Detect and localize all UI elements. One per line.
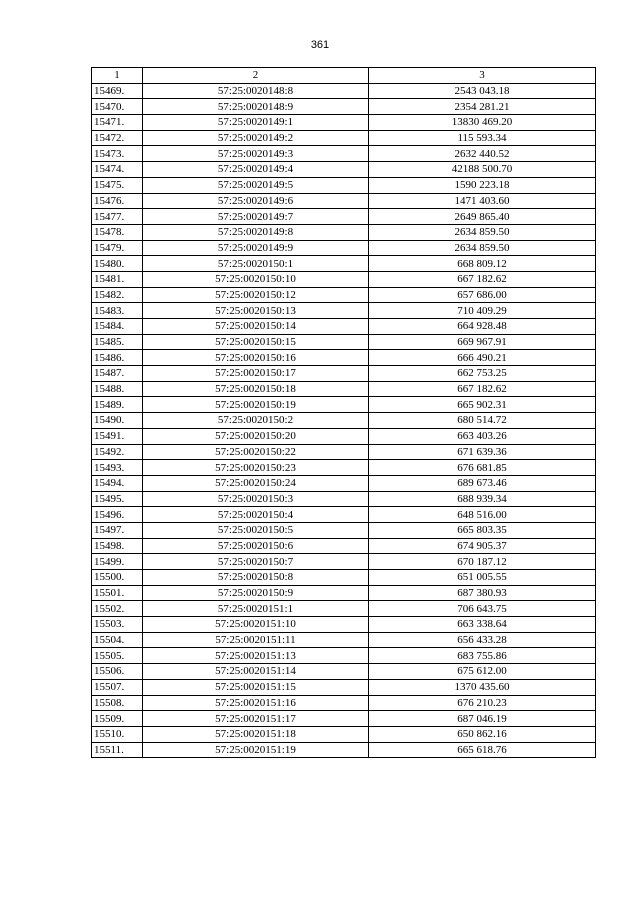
table-row (92, 664, 596, 680)
cadastral-number-cell: 57:25:0020151:16 (143, 695, 369, 711)
cadastral-number-cell: 57:25:0020149:2 (143, 130, 369, 146)
row-number-cell: 15476. (92, 193, 143, 209)
cadastral-number-cell: 57:25:0020150:22 (143, 444, 369, 460)
table-row (92, 303, 596, 319)
row-number-cell: 15507. (92, 679, 143, 695)
table-row (92, 130, 596, 146)
value-cell: 706 643.75 (369, 601, 596, 617)
table-row (92, 491, 596, 507)
table-row (92, 742, 596, 758)
header-cell-1: 1 (92, 68, 143, 84)
table-row (92, 585, 596, 601)
row-number-cell: 15479. (92, 240, 143, 256)
cadastral-number-cell: 57:25:0020150:19 (143, 397, 369, 413)
row-number-cell: 15495. (92, 491, 143, 507)
table-row (92, 460, 596, 476)
value-cell: 13830 469.20 (369, 115, 596, 131)
row-number-cell: 15491. (92, 428, 143, 444)
table-row (92, 193, 596, 209)
row-number-cell: 15486. (92, 350, 143, 366)
row-number-cell: 15471. (92, 115, 143, 131)
row-number-cell: 15503. (92, 617, 143, 633)
table-row (92, 428, 596, 444)
cadastral-number-cell: 57:25:0020150:23 (143, 460, 369, 476)
row-number-cell: 15494. (92, 475, 143, 491)
value-cell: 666 490.21 (369, 350, 596, 366)
cadastral-number-cell: 57:25:0020151:11 (143, 632, 369, 648)
table-row (92, 648, 596, 664)
page-number: 361 (310, 39, 330, 51)
row-number-cell: 15485. (92, 334, 143, 350)
table-row (92, 726, 596, 742)
cadastral-number-cell: 57:25:0020150:1 (143, 256, 369, 272)
value-cell: 662 753.25 (369, 366, 596, 382)
table-header-row (92, 68, 596, 84)
table-row (92, 475, 596, 491)
table-row (92, 632, 596, 648)
cadastral-number-cell: 57:25:0020150:2 (143, 413, 369, 429)
row-number-cell: 15504. (92, 632, 143, 648)
row-number-cell: 15505. (92, 648, 143, 664)
cadastral-number-cell: 57:25:0020149:9 (143, 240, 369, 256)
table-row (92, 350, 596, 366)
cadastral-number-cell: 57:25:0020150:3 (143, 491, 369, 507)
row-number-cell: 15500. (92, 570, 143, 586)
table-row (92, 99, 596, 115)
value-cell: 1590 223.18 (369, 177, 596, 193)
value-cell: 680 514.72 (369, 413, 596, 429)
table-row (92, 711, 596, 727)
row-number-cell: 15496. (92, 507, 143, 523)
cadastral-number-cell: 57:25:0020151:19 (143, 742, 369, 758)
table-row (92, 319, 596, 335)
table-row (92, 381, 596, 397)
row-number-cell: 15499. (92, 554, 143, 570)
table-row (92, 240, 596, 256)
table-row (92, 209, 596, 225)
value-cell: 665 902.31 (369, 397, 596, 413)
row-number-cell: 15511. (92, 742, 143, 758)
table-row (92, 507, 596, 523)
value-cell: 710 409.29 (369, 303, 596, 319)
value-cell: 1370 435.60 (369, 679, 596, 695)
table-header (92, 68, 596, 84)
cadastral-number-cell: 57:25:0020151:15 (143, 679, 369, 695)
value-cell: 689 673.46 (369, 475, 596, 491)
value-cell: 671 639.36 (369, 444, 596, 460)
row-number-cell: 15469. (92, 83, 143, 99)
value-cell: 2354 281.21 (369, 99, 596, 115)
row-number-cell: 15488. (92, 381, 143, 397)
row-number-cell: 15497. (92, 522, 143, 538)
cadastral-number-cell: 57:25:0020150:12 (143, 287, 369, 303)
cadastral-number-cell: 57:25:0020148:8 (143, 83, 369, 99)
row-number-cell: 15472. (92, 130, 143, 146)
value-cell: 2634 859.50 (369, 240, 596, 256)
header-cell-3: 3 (369, 68, 596, 84)
table-row (92, 177, 596, 193)
cadastral-number-cell: 57:25:0020149:1 (143, 115, 369, 131)
row-number-cell: 15506. (92, 664, 143, 680)
table-row (92, 397, 596, 413)
value-cell: 657 686.00 (369, 287, 596, 303)
row-number-cell: 15483. (92, 303, 143, 319)
value-cell: 665 618.76 (369, 742, 596, 758)
value-cell: 687 046.19 (369, 711, 596, 727)
value-cell: 2543 043.18 (369, 83, 596, 99)
value-cell: 667 182.62 (369, 381, 596, 397)
table-row (92, 83, 596, 99)
row-number-cell: 15510. (92, 726, 143, 742)
table-row (92, 679, 596, 695)
row-number-cell: 15484. (92, 319, 143, 335)
value-cell: 650 862.16 (369, 726, 596, 742)
table-row (92, 570, 596, 586)
cadastral-number-cell: 57:25:0020151:10 (143, 617, 369, 633)
cadastral-number-cell: 57:25:0020149:3 (143, 146, 369, 162)
row-number-cell: 15489. (92, 397, 143, 413)
table-row (92, 256, 596, 272)
table-row (92, 146, 596, 162)
value-cell: 688 939.34 (369, 491, 596, 507)
row-number-cell: 15477. (92, 209, 143, 225)
value-cell: 669 967.91 (369, 334, 596, 350)
value-cell: 2649 865.40 (369, 209, 596, 225)
row-number-cell: 15470. (92, 99, 143, 115)
table-row (92, 334, 596, 350)
table-row (92, 287, 596, 303)
value-cell: 115 593.34 (369, 130, 596, 146)
cadastral-number-cell: 57:25:0020149:7 (143, 209, 369, 225)
row-number-cell: 15474. (92, 162, 143, 178)
value-cell: 683 755.86 (369, 648, 596, 664)
cadastral-number-cell: 57:25:0020151:14 (143, 664, 369, 680)
cadastral-number-cell: 57:25:0020150:5 (143, 522, 369, 538)
cadastral-number-cell: 57:25:0020150:4 (143, 507, 369, 523)
value-cell: 670 187.12 (369, 554, 596, 570)
value-cell: 665 803.35 (369, 522, 596, 538)
value-cell: 674 905.37 (369, 538, 596, 554)
value-cell: 2632 440.52 (369, 146, 596, 162)
table-row (92, 162, 596, 178)
row-number-cell: 15493. (92, 460, 143, 476)
cadastral-number-cell: 57:25:0020150:16 (143, 350, 369, 366)
value-cell: 687 380.93 (369, 585, 596, 601)
cadastral-number-cell: 57:25:0020150:6 (143, 538, 369, 554)
table-row (92, 413, 596, 429)
row-number-cell: 15498. (92, 538, 143, 554)
value-cell: 651 005.55 (369, 570, 596, 586)
value-cell: 656 433.28 (369, 632, 596, 648)
cadastral-number-cell: 57:25:0020150:7 (143, 554, 369, 570)
cadastral-number-cell: 57:25:0020151:17 (143, 711, 369, 727)
cadastral-number-cell: 57:25:0020151:1 (143, 601, 369, 617)
cadastral-number-cell: 57:25:0020149:6 (143, 193, 369, 209)
cadastral-number-cell: 57:25:0020150:24 (143, 475, 369, 491)
value-cell: 675 612.00 (369, 664, 596, 680)
value-cell: 42188 500.70 (369, 162, 596, 178)
header-cell-2: 2 (143, 68, 369, 84)
table-row (92, 601, 596, 617)
cadastral-number-cell: 57:25:0020150:8 (143, 570, 369, 586)
value-cell: 667 182.62 (369, 271, 596, 287)
table-body (92, 83, 596, 758)
row-number-cell: 15501. (92, 585, 143, 601)
table-row (92, 695, 596, 711)
value-cell: 664 928.48 (369, 319, 596, 335)
row-number-cell: 15487. (92, 366, 143, 382)
row-number-cell: 15478. (92, 224, 143, 240)
row-number-cell: 15473. (92, 146, 143, 162)
table-row (92, 522, 596, 538)
row-number-cell: 15481. (92, 271, 143, 287)
data-table (91, 67, 596, 758)
value-cell: 648 516.00 (369, 507, 596, 523)
cadastral-number-cell: 57:25:0020151:13 (143, 648, 369, 664)
value-cell: 663 403.26 (369, 428, 596, 444)
cadastral-number-cell: 57:25:0020151:18 (143, 726, 369, 742)
cadastral-number-cell: 57:25:0020149:8 (143, 224, 369, 240)
value-cell: 663 338.64 (369, 617, 596, 633)
table-row (92, 554, 596, 570)
cadastral-number-cell: 57:25:0020150:18 (143, 381, 369, 397)
cadastral-number-cell: 57:25:0020150:14 (143, 319, 369, 335)
cadastral-number-cell: 57:25:0020150:17 (143, 366, 369, 382)
table-row (92, 366, 596, 382)
table-row (92, 617, 596, 633)
cadastral-number-cell: 57:25:0020149:5 (143, 177, 369, 193)
cadastral-number-cell: 57:25:0020149:4 (143, 162, 369, 178)
table-row (92, 271, 596, 287)
row-number-cell: 15492. (92, 444, 143, 460)
row-number-cell: 15480. (92, 256, 143, 272)
value-cell: 676 681.85 (369, 460, 596, 476)
cadastral-number-cell: 57:25:0020150:20 (143, 428, 369, 444)
row-number-cell: 15490. (92, 413, 143, 429)
cadastral-number-cell: 57:25:0020150:15 (143, 334, 369, 350)
value-cell: 2634 859.50 (369, 224, 596, 240)
table-row (92, 538, 596, 554)
row-number-cell: 15502. (92, 601, 143, 617)
cadastral-number-cell: 57:25:0020150:13 (143, 303, 369, 319)
row-number-cell: 15508. (92, 695, 143, 711)
row-number-cell: 15482. (92, 287, 143, 303)
table-row (92, 444, 596, 460)
cadastral-number-cell: 57:25:0020150:9 (143, 585, 369, 601)
cadastral-number-cell: 57:25:0020148:9 (143, 99, 369, 115)
row-number-cell: 15475. (92, 177, 143, 193)
cadastral-number-cell: 57:25:0020150:10 (143, 271, 369, 287)
value-cell: 668 809.12 (369, 256, 596, 272)
value-cell: 676 210.23 (369, 695, 596, 711)
table-row (92, 224, 596, 240)
value-cell: 1471 403.60 (369, 193, 596, 209)
row-number-cell: 15509. (92, 711, 143, 727)
table-row (92, 115, 596, 131)
